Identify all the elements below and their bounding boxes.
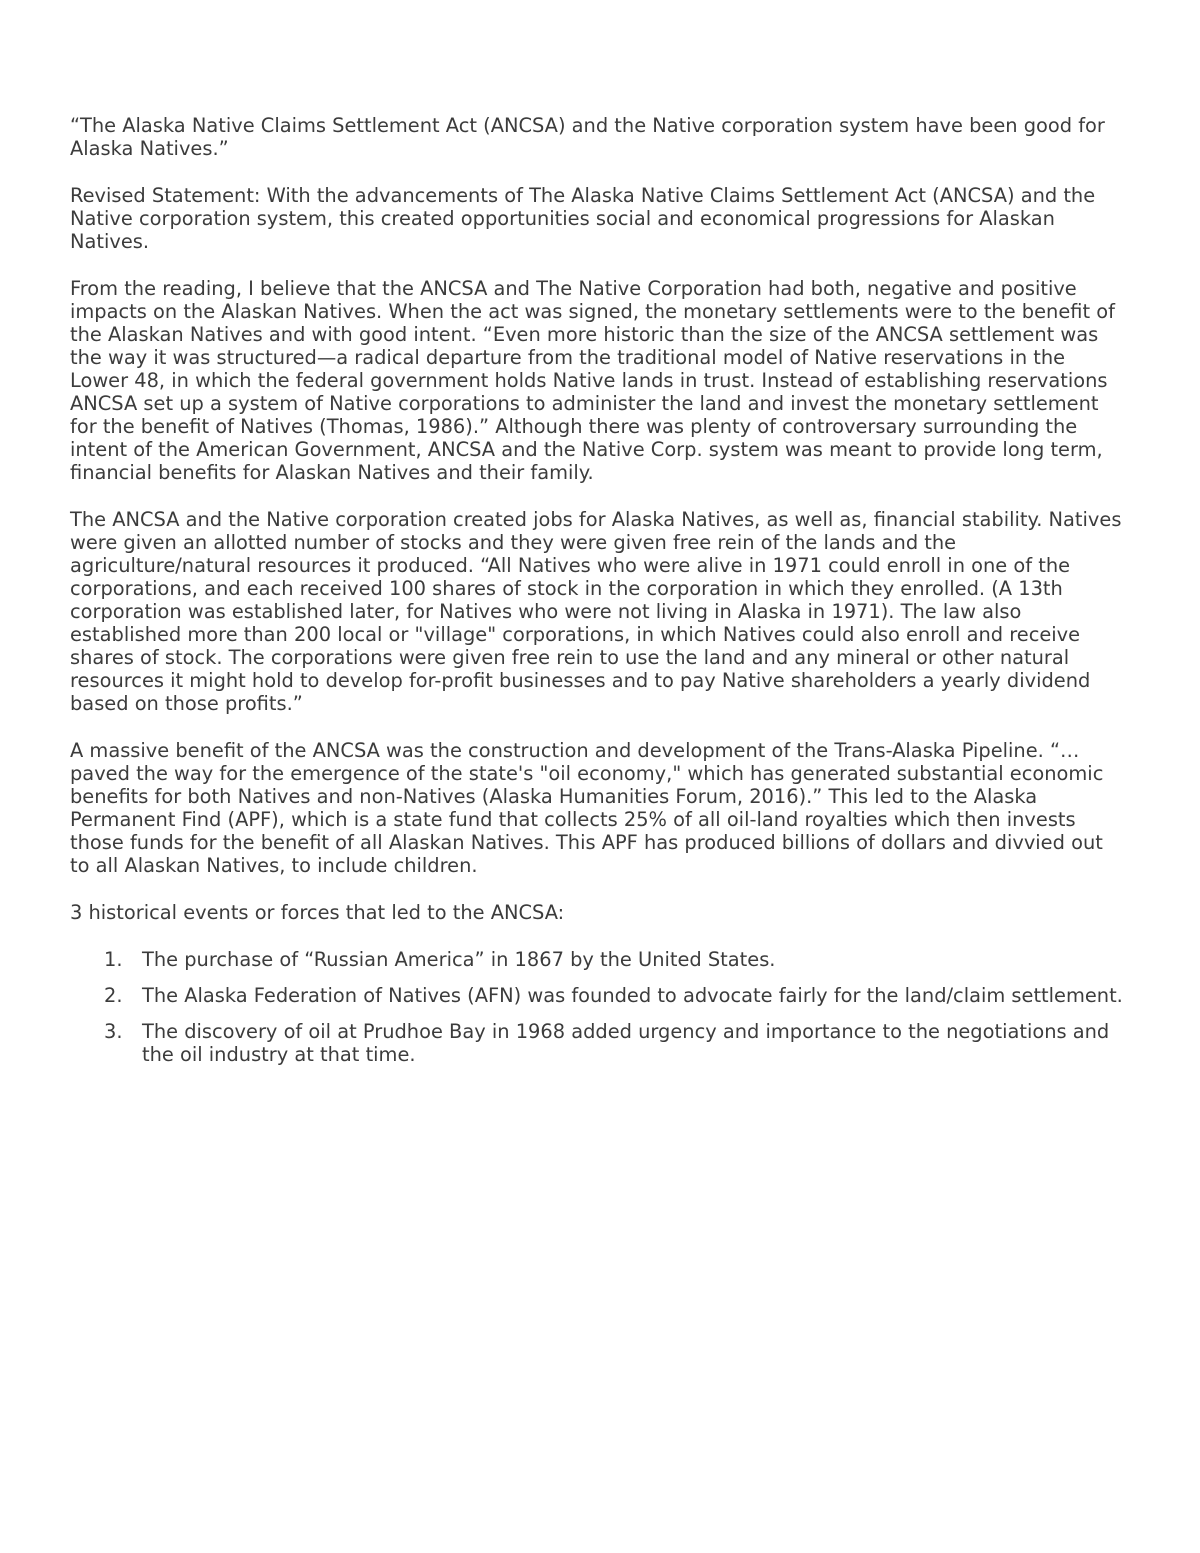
list-item-text: The Alaska Federation of Natives (AFN) was founded to advocate fairly for the land/claim settlement. [142, 984, 1123, 1007]
list-item-text: The purchase of “Russian America” in 1867 by the United States. [142, 948, 776, 971]
list-item [70, 984, 1126, 1007]
opening-statement: “The Alaska Native Claims Settlement Act (ANCSA) and the Native corporation system have been good for Alaska Natives.” [70, 114, 1105, 160]
body-paragraph: The ANCSA and the Native corporation created jobs for Alaska Natives, as well as, financial stability. Natives were given an allotted number of stocks and they were given free rein of the lands and the agriculture/natural resources it produced. “All Natives who were alive in 1971 could enroll in one of the corporations, and each received 100 shares of stock in the corporation in which they enrolled. (A 13th corporation was established later, for Natives who were not living in Alaska in 1971). The law also established more than 200 local or "village" corporations, in which Natives could also enroll and receive shares of stock. The corporations were given free rein to use the land and any mineral or other natural resources it might hold to develop for-profit businesses and to pay Native shareholders a yearly dividend based on those profits.” [70, 508, 1122, 715]
historical-events-list [70, 948, 1126, 1066]
body-paragraph: From the reading, I believe that the ANCSA and The Native Corporation had both, negative and positive impacts on the Alaskan Natives. When the act was signed, the monetary settlements were to the benefit of the Alaskan Natives and with good intent. “Even more historic than the size of the ANCSA settlement was the way it was structured—a radical departure from the traditional model of Native reservations in the Lower 48, in which the federal government holds Native lands in trust. Instead of establishing reservations ANCSA set up a system of Native corporations to administer the land and invest the monetary settlement for the benefit of Natives (Thomas, 1986).” Although there was plenty of controversary surrounding the intent of the American Government, ANCSA and the Native Corp. system was meant to provide long term, financial benefits for Alaskan Natives and their family. [70, 277, 1115, 484]
list-item-number: 2. [104, 984, 123, 1007]
revised-statement: Revised Statement: With the advancements of The Alaska Native Claims Settlement Act (ANCSA) and the Native corporation system, this created opportunities social and economical progressions for Alaskan Natives. [70, 184, 1096, 253]
body-paragraph: A massive benefit of the ANCSA was the construction and development of the Trans-Alaska Pipeline. “…paved the way for the emergence of the state's "oil economy," which has generated substantial economic benefits for both Natives and non-Natives (Alaska Humanities Forum, 2016).” This led to the Alaska Permanent Find (APF), which is a state fund that collects 25% of all oil-land royalties which then invests those funds for the benefit of all Alaskan Natives. This APF has produced billions of dollars and divvied out to all Alaskan Natives, to include children. [70, 739, 1104, 877]
list-item [70, 1020, 1126, 1066]
list-item [70, 948, 1126, 971]
list-item-text: The discovery of oil at Prudhoe Bay in 1968 added urgency and importance to the negotiations and the oil industry at that time. [142, 1020, 1110, 1066]
list-item-number: 3. [104, 1020, 123, 1043]
list-intro: 3 historical events or forces that led to the ANCSA: [70, 901, 565, 924]
document-page [70, 114, 1126, 1079]
list-item-number: 1. [104, 948, 123, 971]
